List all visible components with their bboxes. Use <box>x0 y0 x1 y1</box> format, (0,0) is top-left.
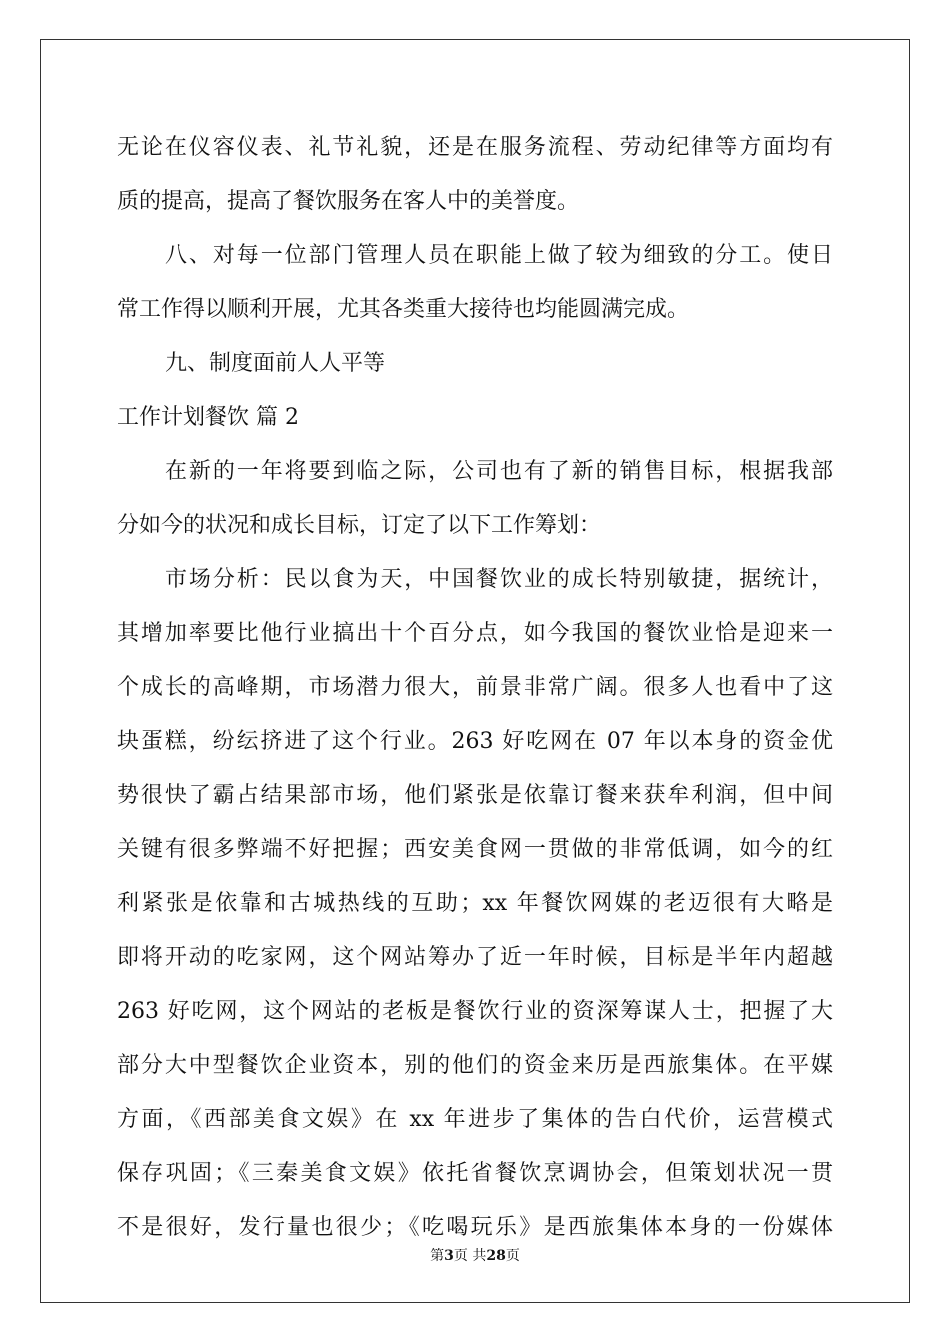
text-line: 方面，《西部美食文娱》在 xx 年进步了集体的告白代价，运营模式 <box>117 1107 833 1132</box>
text-line: 常工作得以顺利开展，尤其各类重大接待也均能圆满完成。 <box>117 297 690 322</box>
text-line: 九、制度面前人人平等 <box>165 351 386 376</box>
text-line: 其增加率要比他行业搞出十个百分点，如今我国的餐饮业恰是迎来一 <box>117 621 833 646</box>
text-line: 块蛋糕，纷纭挤进了这个行业。263 好吃网在 07 年以本身的资金优 <box>117 729 833 754</box>
text-line: 部分大中型餐饮企业资本，别的他们的资金来历是西旅集体。在平媒 <box>117 1053 833 1078</box>
footer-mid: 页 共 <box>453 1248 487 1264</box>
footer-suffix: 页 <box>505 1248 520 1264</box>
text-line: 分如今的状况和成长目标，订定了以下工作筹划： <box>117 513 602 538</box>
text-line: 不是很好，发行量也很少；《吃喝玩乐》是西旅集体本身的一份媒体 <box>117 1215 833 1240</box>
text-line: 263 好吃网，这个网站的老板是餐饮行业的资深筹谋人士，把握了大 <box>117 999 833 1024</box>
footer-prefix: 第 <box>430 1248 445 1264</box>
document-body <box>117 126 833 1260</box>
text-line: 保存巩固；《三秦美食文娱》依托省餐饮烹调协会，但策划状况一贯 <box>117 1161 833 1186</box>
total-page-count: 28 <box>486 1248 506 1264</box>
text-line: 无论在仪容仪表、礼节礼貌，还是在服务流程、劳动纪律等方面均有 <box>117 135 833 160</box>
page-footer <box>0 1245 950 1265</box>
text-line: 在新的一年将要到临之际，公司也有了新的销售目标，根据我部 <box>165 459 833 484</box>
text-line: 个成长的高峰期，市场潜力很大，前景非常广阔。很多人也看中了这 <box>117 675 833 700</box>
text-line: 市场分析：民以食为天，中国餐饮业的成长特别敏捷，据统计， <box>165 567 833 592</box>
text-line: 质的提高，提高了餐饮服务在客人中的美誉度。 <box>117 189 580 214</box>
current-page-number: 3 <box>444 1248 454 1264</box>
text-line: 关键有很多弊端不好把握；西安美食网一贯做的非常低调，如今的红 <box>117 837 833 862</box>
text-line: 八、对每一位部门管理人员在职能上做了较为细致的分工。使日 <box>165 243 833 268</box>
text-line: 工作计划餐饮 篇 2 <box>117 405 299 430</box>
text-line: 势很快了霸占结果部市场，他们紧张是依靠订餐来获牟利润，但中间 <box>117 783 833 808</box>
text-line: 即将开动的吃家网，这个网站筹办了近一年时候，目标是半年内超越 <box>117 945 833 970</box>
text-line: 利紧张是依靠和古城热线的互助；xx 年餐饮网媒的老迈很有大略是 <box>117 891 833 916</box>
